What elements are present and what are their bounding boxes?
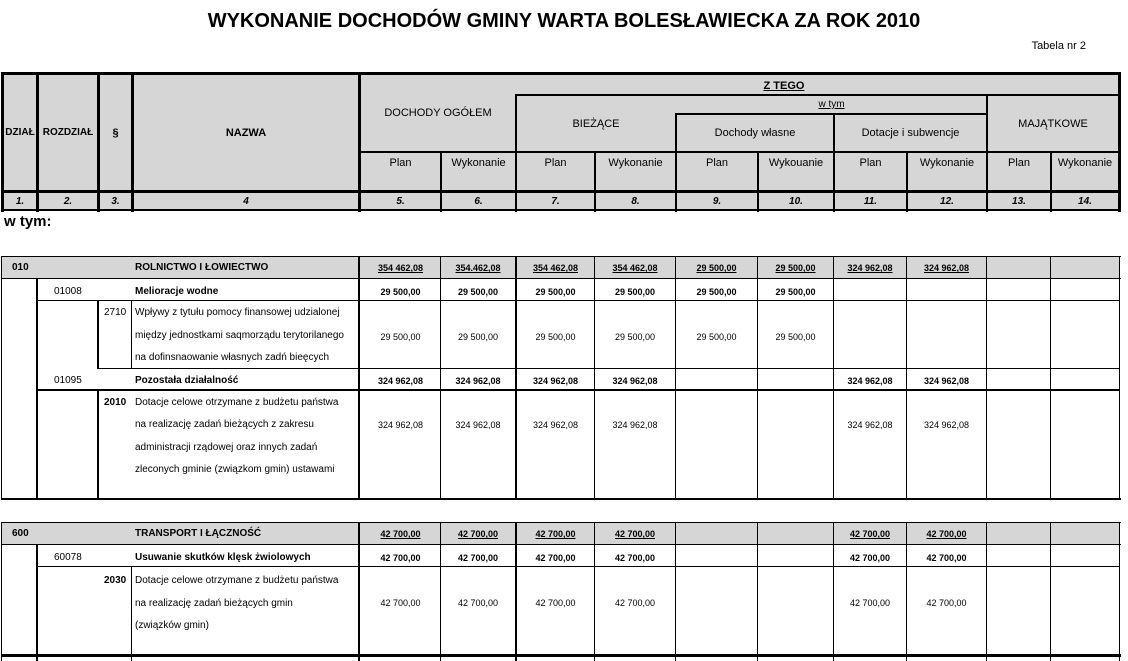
value-cell: 29 500,00 <box>535 287 576 297</box>
paragraph-desc-line: zleconych gminie (związkom gmin) ustawami <box>135 464 335 475</box>
header-plan: Plan <box>859 157 882 169</box>
header-dochody-wlasne: Dochody własne <box>714 127 796 139</box>
header-plan: Plan <box>389 157 412 169</box>
rozdzial-code: 01008 <box>54 286 82 297</box>
rozdzial-name: Pozostała działalność <box>135 375 239 386</box>
value-cell: 324 962,08 <box>612 420 658 430</box>
value-cell: 324 962,08 <box>847 263 893 273</box>
value-cell: 42 700,00 <box>614 529 656 539</box>
value-cell: 29 500,00 <box>696 287 737 297</box>
header-w-tym: w tym <box>818 99 845 110</box>
value-cell: 42 700,00 <box>535 553 576 563</box>
paragraph-desc-line: (związków gmin) <box>135 620 209 631</box>
col-number: 5. <box>396 195 405 207</box>
dzial-code: 010 <box>12 262 29 273</box>
value-cell: 29 500,00 <box>775 263 816 273</box>
col-number: 8. <box>631 195 640 207</box>
value-cell: 29 500,00 <box>380 332 421 342</box>
col-number: 12. <box>940 195 954 207</box>
header-z-tego: Z TEGO <box>763 79 805 92</box>
value-cell: 42 700,00 <box>457 598 499 608</box>
value-cell: 42 700,00 <box>926 598 967 608</box>
value-cell: 42 700,00 <box>380 598 421 608</box>
dzial-name: TRANSPORT I ŁĄCZNOŚĆ <box>135 528 262 539</box>
header-majatkowe: MAJĄTKOWE <box>1018 117 1088 130</box>
value-cell: 42 700,00 <box>614 598 656 608</box>
value-cell: 324 962,08 <box>532 420 579 430</box>
value-cell: 29 500,00 <box>614 332 656 342</box>
header-paragraph: § <box>112 126 119 139</box>
value-cell: 29 500,00 <box>457 287 499 297</box>
value-cell: 42 700,00 <box>535 529 576 539</box>
value-cell: 29 500,00 <box>457 332 499 342</box>
value-cell: 42 700,00 <box>849 553 891 563</box>
report-title: WYKONANIE DOCHODÓW GMINY WARTA BOLESŁAWIECKA ZA ROK 2010 <box>207 10 921 32</box>
value-cell: 324 962,08 <box>455 420 501 430</box>
value-cell: 42 700,00 <box>535 598 576 608</box>
col-number: 14. <box>1078 195 1092 207</box>
value-cell: 29 500,00 <box>380 287 421 297</box>
value-cell: 324 962,08 <box>923 263 970 273</box>
value-cell: 324 962,08 <box>532 376 579 386</box>
col-number: 6. <box>474 195 483 207</box>
rozdzial-code: 60078 <box>54 552 82 563</box>
value-cell: 42 700,00 <box>926 529 967 539</box>
rozdzial-code: 01095 <box>54 375 82 386</box>
w-tym-label: w tym: <box>4 213 52 230</box>
paragraph-desc-line: Dotacje celowe otrzymane z budżetu państwa <box>135 397 339 408</box>
header-biezace: BIEŻĄCE <box>572 117 620 130</box>
col-number: 10. <box>789 195 803 207</box>
value-cell: 42 700,00 <box>457 553 499 563</box>
header-dochody-ogolem: DOCHODY OGÓŁEM <box>384 107 492 119</box>
paragraph-code: 2030 <box>104 575 127 586</box>
col-number: 4 <box>243 195 249 207</box>
value-cell: 42 700,00 <box>849 598 891 608</box>
value-cell: 42 700,00 <box>849 529 891 539</box>
paragraph-desc-line: na dofinsnaowanie własnych zadń bieęcych <box>135 352 330 363</box>
header-wykonanie: Wykonanie <box>451 157 506 169</box>
value-cell: 29 500,00 <box>696 263 737 273</box>
paragraph-desc-line: administracji rządowej oraz innych zadań <box>135 442 318 453</box>
value-cell: 324 962,08 <box>847 420 893 430</box>
value-cell: 324 962,08 <box>923 420 970 430</box>
col-number: 1. <box>15 195 25 207</box>
header-rozdzial: ROZDZIAŁ <box>42 127 94 138</box>
paragraph-desc-line: Dotacje celowe otrzymane z budżetu państwa <box>135 575 339 586</box>
header-dotacje: Dotacje i subwencje <box>861 127 960 139</box>
rozdzial-name: Usuwanie skutków klęsk żwiolowych <box>135 552 311 563</box>
value-cell: 42 700,00 <box>457 529 499 539</box>
value-cell: 354 462,08 <box>612 263 658 273</box>
col-number: 9. <box>712 195 722 207</box>
value-cell: 354 462,08 <box>377 263 424 273</box>
header-dzial: DZIAŁ <box>5 127 35 138</box>
value-cell: 354 462,08 <box>532 263 579 273</box>
header-nazwa: NAZWA <box>225 126 267 139</box>
value-cell: 29 500,00 <box>696 332 737 342</box>
header-wykonanie: Wykonanie <box>1057 157 1113 169</box>
value-cell: 354.462,08 <box>455 263 501 273</box>
value-cell: 324 962,08 <box>612 376 658 386</box>
paragraph-desc-line: na realizację zadań bieżących z zakresu <box>135 419 314 430</box>
paragraph-desc-line: na realizację zadań bieżących gmin <box>135 598 293 609</box>
dzial-name: ROLNICTWO I ŁOWIECTWO <box>135 262 269 273</box>
value-cell: 42 700,00 <box>380 553 421 563</box>
value-cell: 324 962,08 <box>923 376 970 386</box>
paragraph-desc-line: Wpływy z tytułu pomocy finansowej udzialonej <box>135 307 340 318</box>
value-cell: 324 962,08 <box>455 376 501 386</box>
header-wykonanie: Wykouanie <box>768 157 824 169</box>
dzial-code: 600 <box>12 528 29 539</box>
paragraph-desc-line: między jednostkami saqmorządu terytorilanego <box>135 330 344 341</box>
value-cell: 29 500,00 <box>614 287 656 297</box>
value-cell: 29 500,00 <box>775 287 816 297</box>
value-cell: 42 700,00 <box>380 529 421 539</box>
col-number: 2. <box>63 195 73 207</box>
col-number: 13. <box>1012 195 1026 207</box>
col-number: 3. <box>111 195 120 207</box>
value-cell: 324 962,08 <box>377 376 424 386</box>
header-wykonanie: Wykonanie <box>608 157 663 169</box>
header-plan: Plan <box>705 157 729 169</box>
header-wykonanie: Wykonanie <box>919 157 975 169</box>
value-cell: 324 962,08 <box>377 420 424 430</box>
value-cell: 42 700,00 <box>614 553 656 563</box>
col-number: 7. <box>551 195 560 207</box>
paragraph-code: 2010 <box>104 397 127 408</box>
value-cell: 324 962,08 <box>847 376 893 386</box>
header-plan: Plan <box>1007 157 1031 169</box>
header-plan: Plan <box>544 157 567 169</box>
rozdzial-name: Melioracje wodne <box>135 286 219 297</box>
value-cell: 29 500,00 <box>775 332 816 342</box>
col-number: 11. <box>863 195 878 207</box>
table-number: Tabela nr 2 <box>1031 40 1086 52</box>
value-cell: 42 700,00 <box>926 553 967 563</box>
value-cell: 29 500,00 <box>535 332 576 342</box>
paragraph-code: 2710 <box>104 307 127 318</box>
